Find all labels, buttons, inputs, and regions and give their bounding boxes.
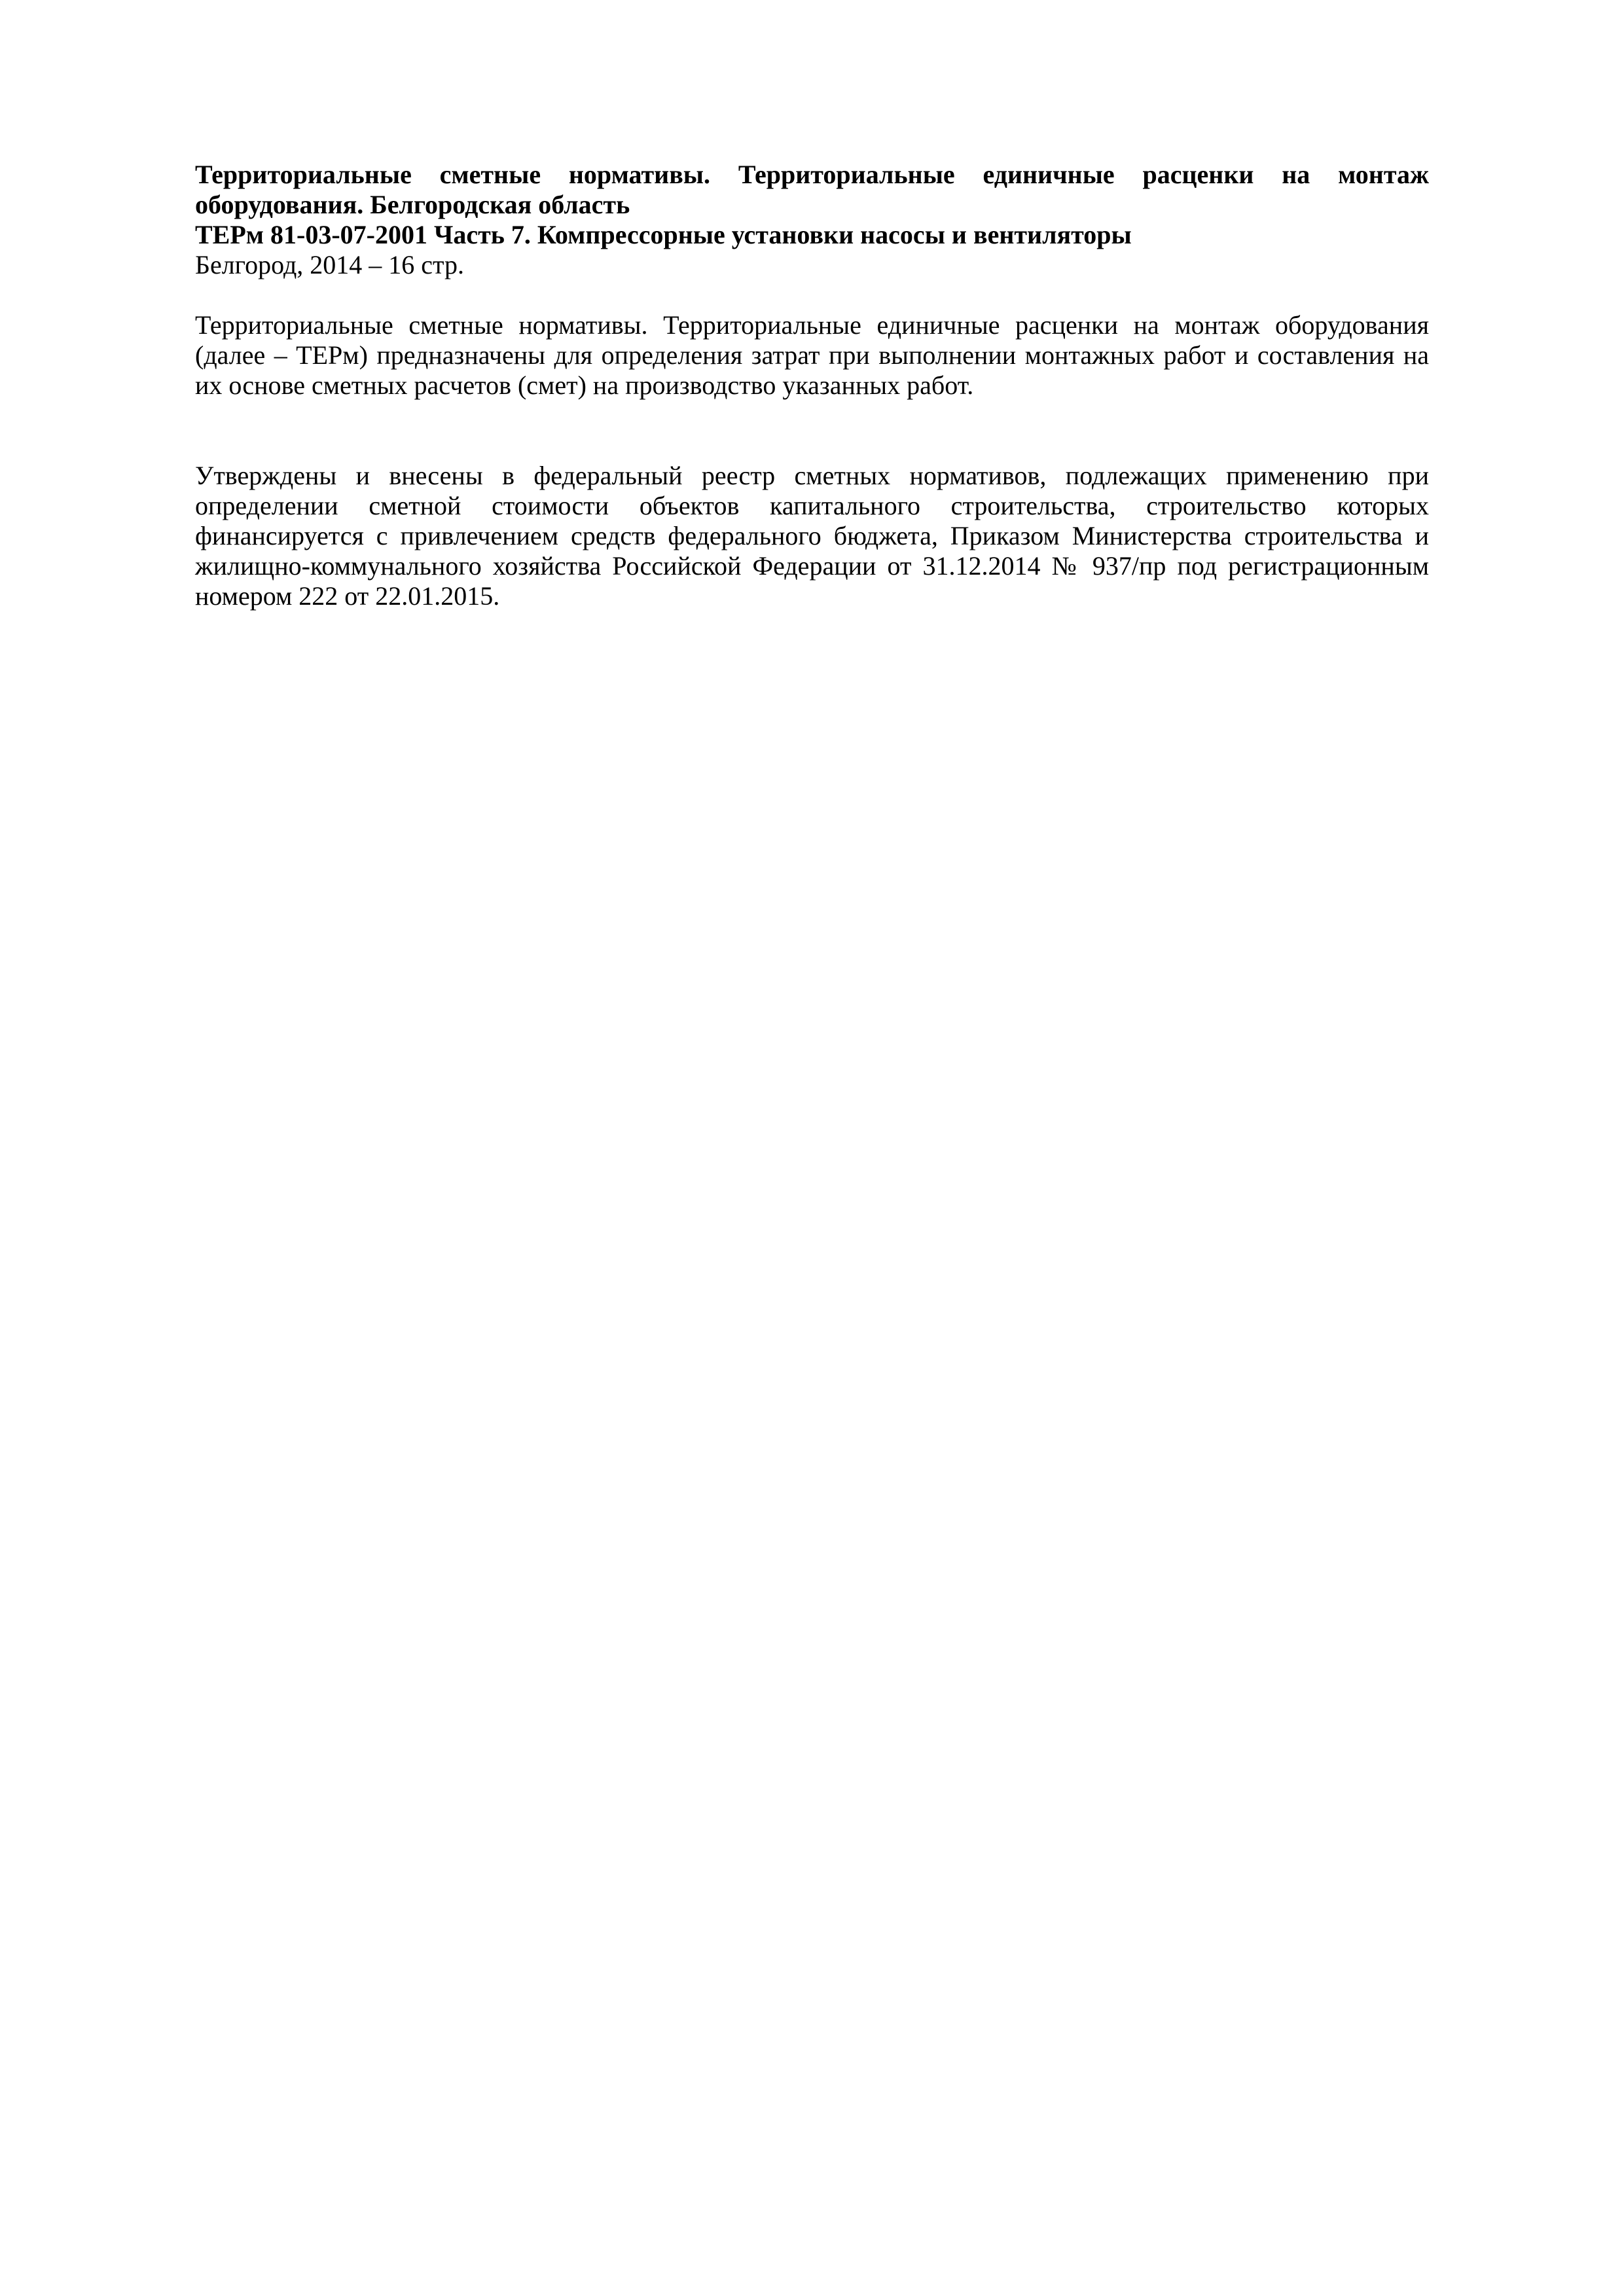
publication-info: Белгород, 2014 – 16 стр. [195, 250, 465, 279]
document-content [195, 160, 1429, 611]
title-block [195, 160, 1429, 280]
document-code: ТЕРм 81-03-07-2001 Часть 7. Компрессорные установки насосы и вентиляторы [195, 220, 1132, 249]
description-paragraph: Территориальные сметные нормативы. Территориальные единичные расценки на монтаж оборудования (далее – ТЕРм) предназначены для определения затрат при выполнении монтажных работ и составления на их основе сметных расчетов (смет) на производство указанных работ. [195, 310, 1429, 400]
document-title: Территориальные сметные нормативы. Территориальные единичные расценки на монтаж оборудования. Белгородская область [195, 160, 1429, 219]
spacer [195, 280, 1429, 310]
approval-paragraph: Утверждены и внесены в федеральный реестр сметных нормативов, подлежащих применению при определении сметной стоимости объектов капитального строительства, строительство которых финансируется с привлечением средств федерального бюджета, Приказом Министерства строительства и жилищно-коммунального хозяйства Российской Федерации от 31.12.2014 № 937/пр под регистрационным номером 222 от 22.01.2015. [195, 461, 1429, 611]
spacer [195, 401, 1429, 461]
